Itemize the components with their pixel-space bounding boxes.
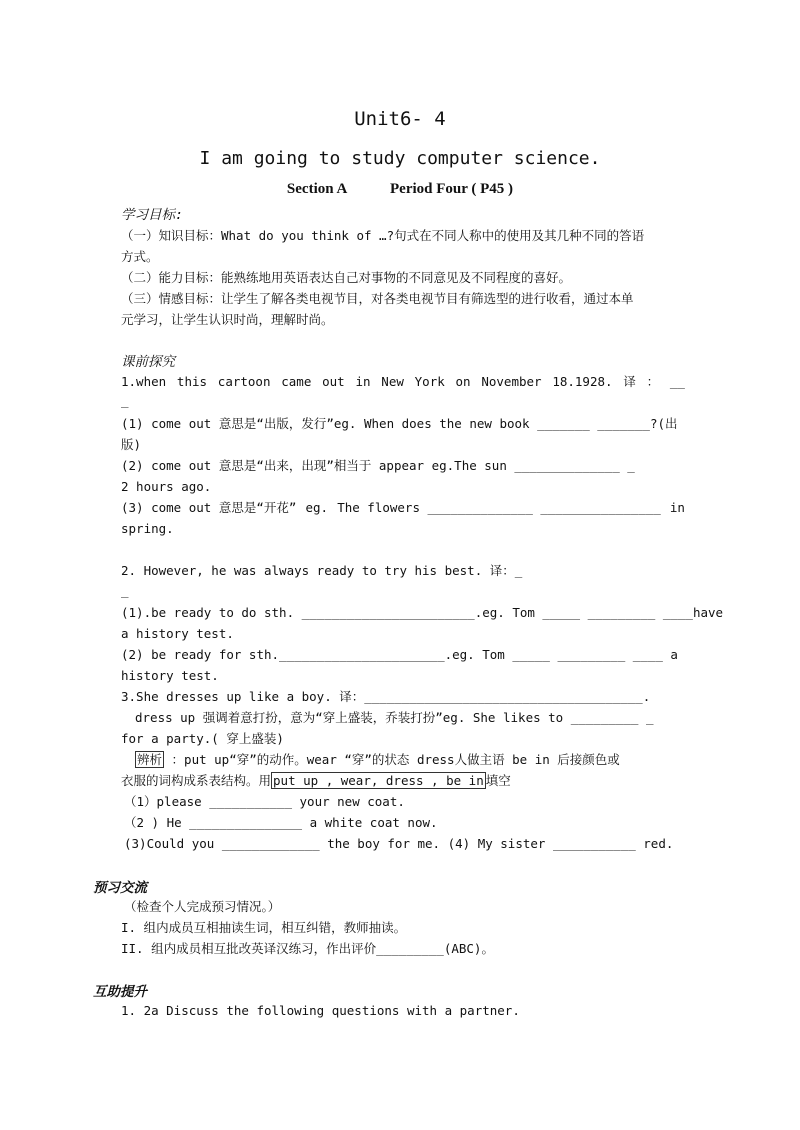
lesson-sentence-title: I am going to study computer science.: [199, 148, 601, 169]
objective-knowledge-cont: 方式。: [121, 249, 159, 264]
objective-emotion-cont: 元学习，让学生认识时尚，理解时尚。: [121, 312, 334, 327]
q2-text: 2. However, he was always ready to try his best. 译：_: [121, 563, 523, 578]
analysis-cont-post: 填空: [485, 773, 511, 788]
q1-line: [121, 371, 685, 392]
word-choice-box: put up , wear, dress , be in: [273, 773, 484, 788]
q1-word: York: [414, 374, 445, 389]
objective-ability: （二）能力目标：能熟练地用英语表达自己对事物的不同意见及不同程度的喜好。: [121, 270, 572, 285]
q1-word: cartoon: [217, 374, 271, 389]
q1-word: in: [355, 374, 371, 389]
q1-word: on: [455, 374, 471, 389]
q1-word: 译: [623, 374, 636, 389]
section-period-title: [0, 181, 800, 198]
q1-sub3-cont: spring.: [121, 521, 174, 536]
objective-emotion: （三）情感目标：让学生了解各类电视节目，对各类电视节目有筛选型的进行收看，通过本单: [121, 291, 634, 306]
q1-word: this: [176, 374, 208, 389]
q1-sub3-part: eg.: [305, 500, 329, 515]
q3-exercise-3: (3)Could you _____________ the boy for me. (4) My sister ___________ red.: [124, 836, 674, 851]
analysis-text: ：put up“穿”的动作。wear “穿”的状态 dress人做主语 be in 后接颜色或: [171, 752, 620, 767]
analysis-label-box: 辨析: [137, 752, 163, 767]
objectives-heading: 学习目标:: [121, 207, 184, 223]
exchange-note: （检查个人完成预习情况。）: [124, 899, 281, 914]
q3-note-cont: for a party.( 穿上盛装): [121, 731, 284, 746]
q1-word: ：: [646, 374, 660, 389]
q1-sub3-part: The flowers ______________ ________________: [337, 500, 661, 515]
q1-sub3-part: in: [669, 500, 685, 515]
q1-word: came: [281, 374, 312, 389]
q2-sub2-cont: history test.: [121, 668, 219, 683]
q1-word: November: [481, 374, 542, 389]
q3-exercise-1: （1）please ___________ your new coat.: [124, 794, 405, 809]
q3-text: 3.She dresses up like a boy. 译：_____________________________________.: [121, 689, 651, 704]
q2-sub2: (2) be ready for sth.______________________.eg. Tom _____ _________ ____ a: [121, 647, 678, 662]
q1-sub3-part: (3) come out 意思是“开花”: [121, 500, 297, 515]
q3-note: dress up 强调着意打扮，意为“穿上盛装，乔装打扮”eg. She likes to _________ _: [135, 710, 654, 725]
q1-sub1: (1) come out 意思是“出版，发行”eg. When does the new book _______ _______?(出: [121, 416, 678, 431]
q1-word: out: [322, 374, 345, 389]
improve-item-1: 1. 2a Discuss the following questions with a partner.: [121, 1003, 520, 1018]
q1-blank-tail: _: [121, 393, 129, 408]
q1-sub3: [121, 497, 685, 518]
unit-title: Unit6- 4: [354, 108, 446, 130]
q1-word: 1.when: [121, 374, 167, 389]
q3-analysis-cont: [121, 770, 511, 791]
q1-sub1-cont: 版): [121, 437, 142, 452]
objective-knowledge: （一）知识目标：What do you think of …?句式在不同人称中的使用及其几种不同的答语: [121, 228, 645, 243]
q3-exercise-2: （2 ) He _______________ a white coat now.: [124, 815, 438, 830]
improve-heading: 互助提升: [93, 984, 147, 1000]
q2-blank-tail: _: [121, 583, 129, 598]
q1-word: 18.1928.: [552, 374, 613, 389]
q3-analysis: [135, 749, 620, 770]
q1-word: New: [381, 374, 404, 389]
preview-heading: 课前探究: [121, 354, 175, 370]
q1-sub2-cont: 2 hours ago.: [121, 479, 212, 494]
q2-sub1-cont: a history test.: [121, 626, 234, 641]
section-label: Section A: [286, 181, 347, 197]
period-label: Period Four ( P45 ): [390, 181, 514, 197]
analysis-cont-pre: 衣服的词构成系表结构。用: [121, 773, 272, 788]
q1-sub2: (2) come out 意思是“出来，出现”相当于 appear eg.The sun ______________ _: [121, 458, 635, 473]
q2-sub1: (1).be ready to do sth. _______________________.eg. Tom _____ _________ ____have: [121, 605, 724, 620]
exchange-item-2: II. 组内成员相互批改英译汉练习，作出评价_________(ABC)。: [121, 941, 494, 956]
exchange-heading: 预习交流: [93, 880, 147, 896]
exchange-item-1: I. 组内成员互相抽读生词，相互纠错，教师抽读。: [121, 920, 407, 935]
q1-blank: __: [669, 374, 685, 389]
